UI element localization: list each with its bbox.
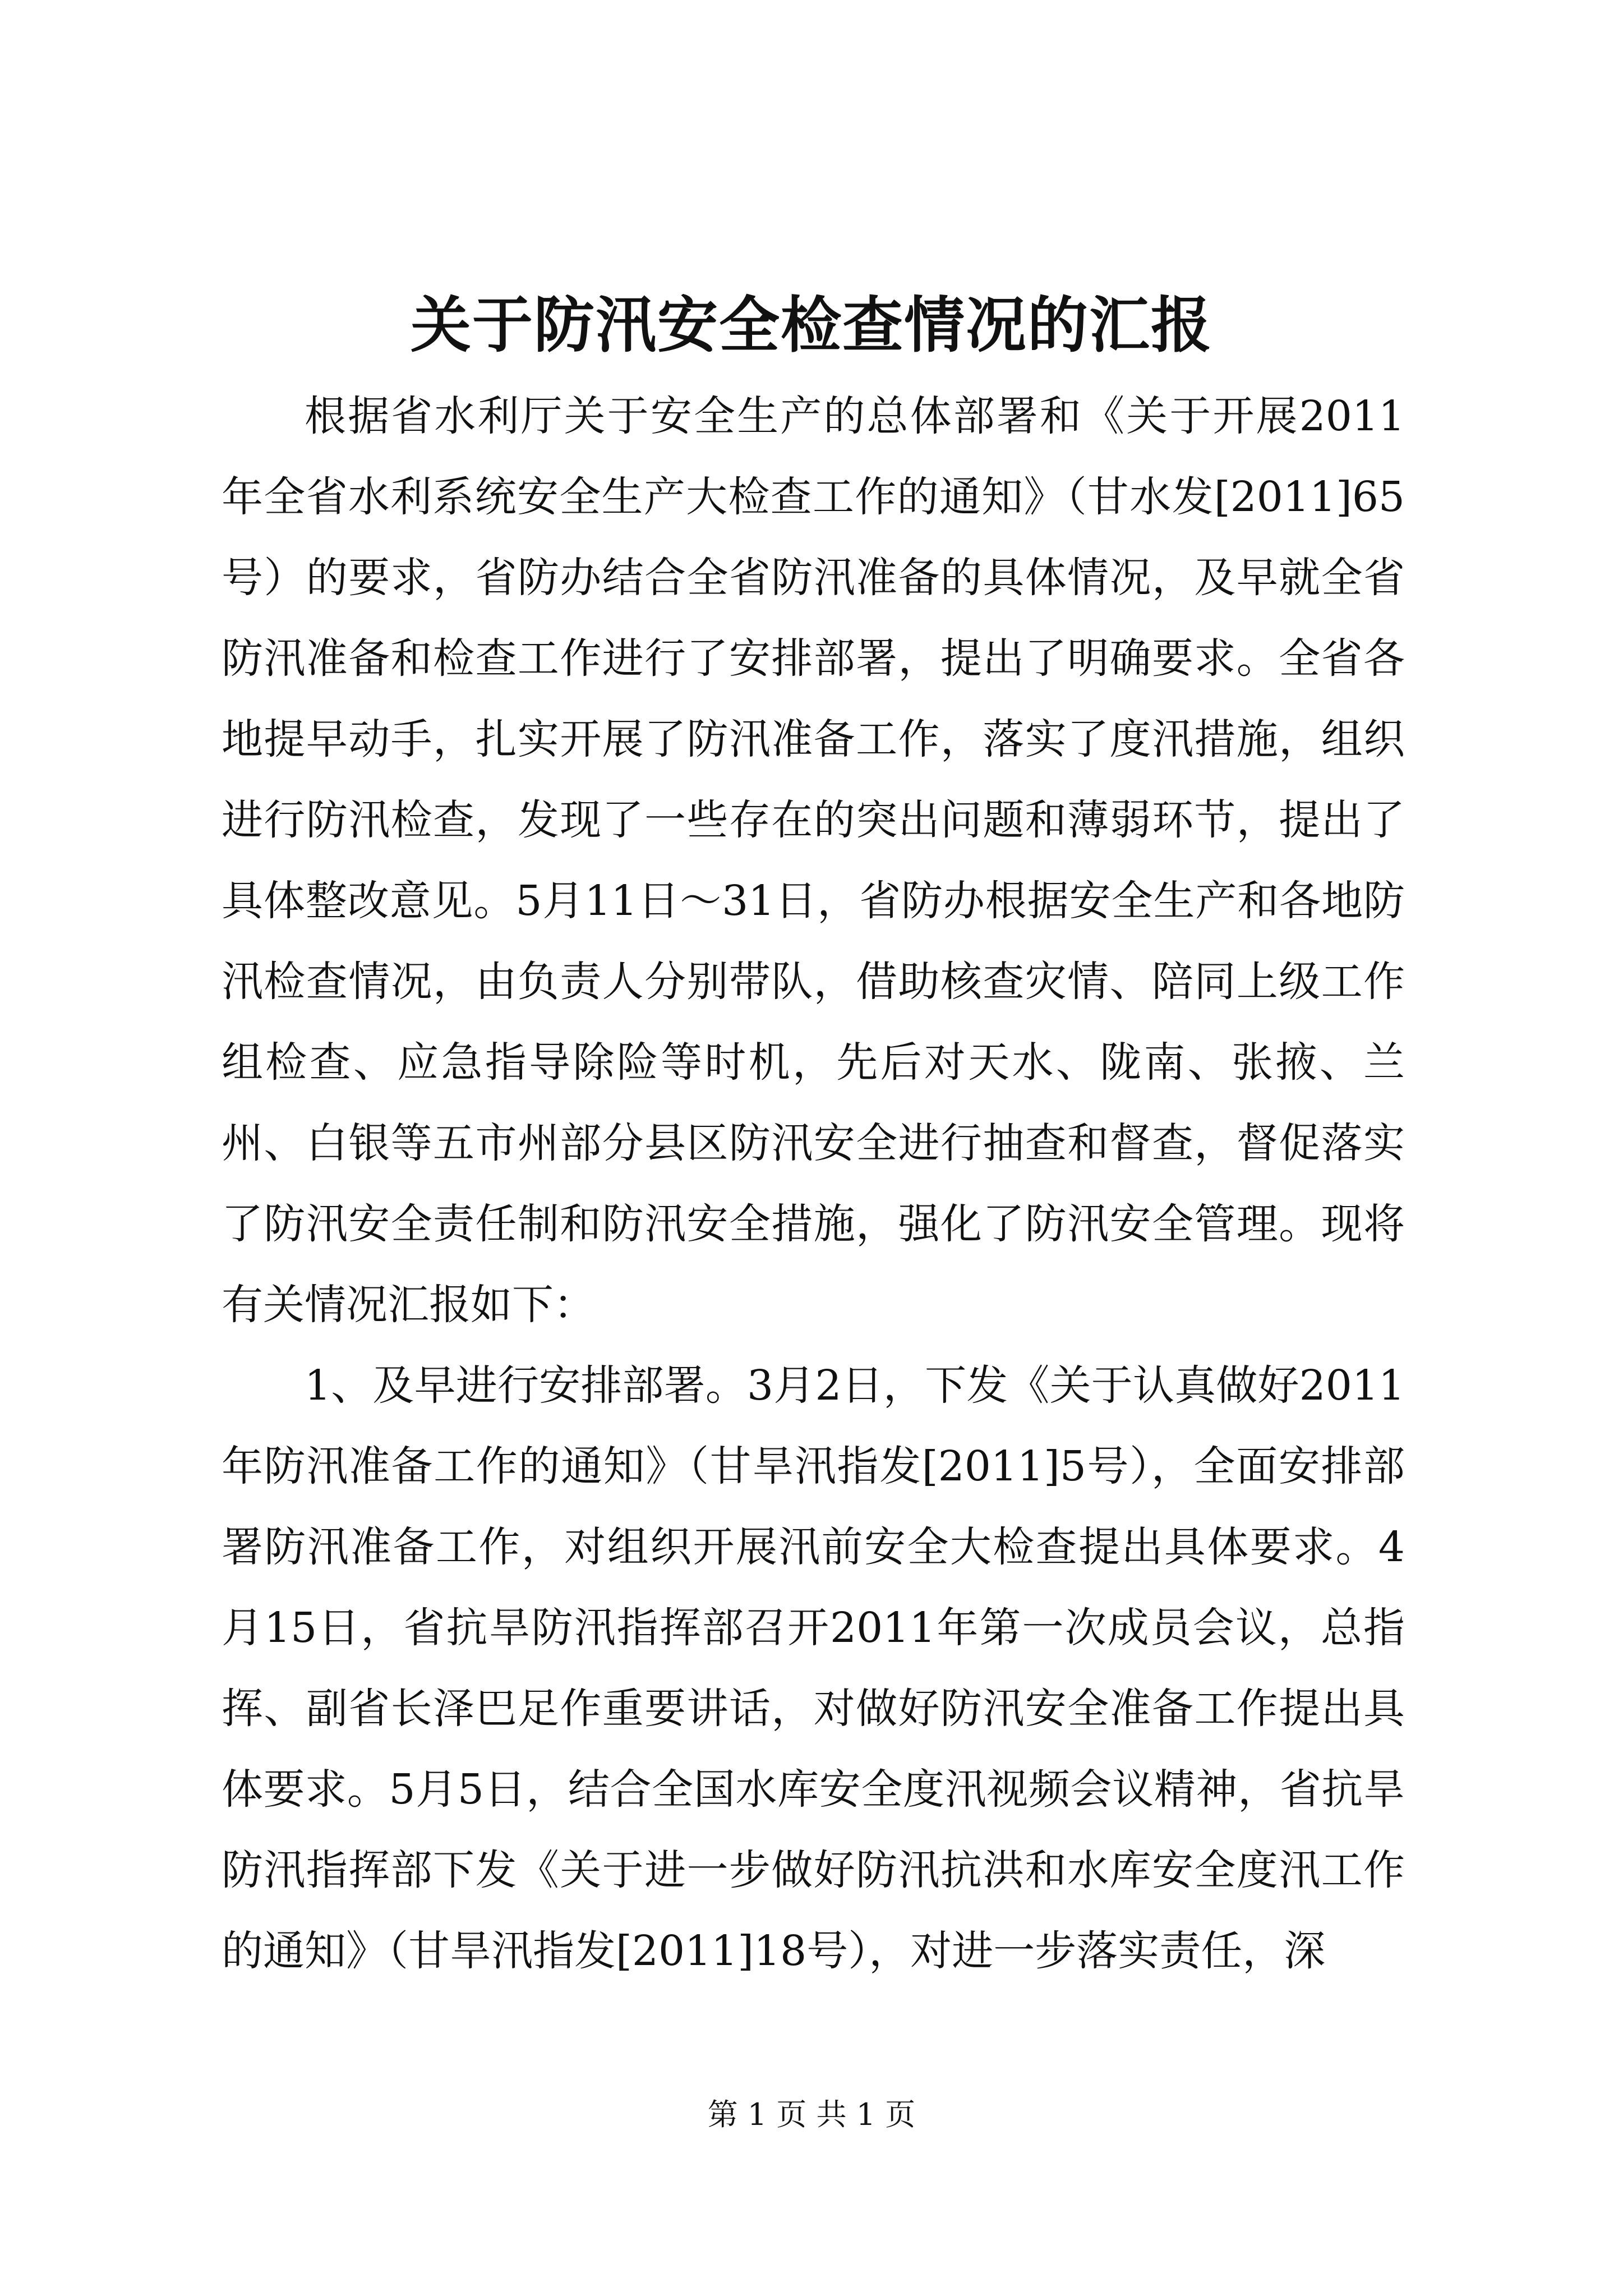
document-title: 关于防汛安全检查情况的汇报 — [410, 290, 1212, 361]
paragraph-section-1: 1、及早进行安排部署。3月2日，下发《关于认真做好2011年防汛准备工作的通知》（甘旱汛指发[2011]5号），全面安排部署防汛准备工作，对组织开展汛前安全大检查提出具体要求。4月15日，省抗旱防汛指挥部召开2011年第一次成员会议，总指挥、副省长泽巴足作重要讲话，对做好防汛安全准备工作提出具体要求。5月5日，结合全国水库安全度汛视频会议精神，省抗旱防汛指挥部下发《关于进一步做好防汛抗洪和水库安全度汛工作的通知》（甘旱汛指发[2011]18号），对进一步落实责任，深 — [222, 1361, 1405, 1975]
page-footer: 第 1 页 共 1 页 — [707, 2097, 916, 2132]
document-body — [222, 376, 1405, 1991]
paragraph-intro: 根据省水利厅关于安全生产的总体部署和《关于开展2011年全省水利系统安全生产大检查工作的通知》（甘水发[2011]65号）的要求，省防办结合全省防汛准备的具体情况，及早就全省防汛准备和检查工作进行了安排部署，提出了明确要求。全省各地提早动手，扎实开展了防汛准备工作，落实了度汛措施，组织进行防汛检查，发现了一些存在的突出问题和薄弱环节，提出了具体整改意见。5月11日～31日，省防办根据安全生产和各地防汛检查情况，由负责人分别带队，借助核查灾情、陪同上级工作组检查、应急指导除险等时机，先后对天水、陇南、张掖、兰州、白银等五市州部分县区防汛安全进行抽查和督查，督促落实了防汛安全责任制和防汛安全措施，强化了防汛安全管理。现将有关情况汇报如下： — [222, 392, 1405, 1329]
